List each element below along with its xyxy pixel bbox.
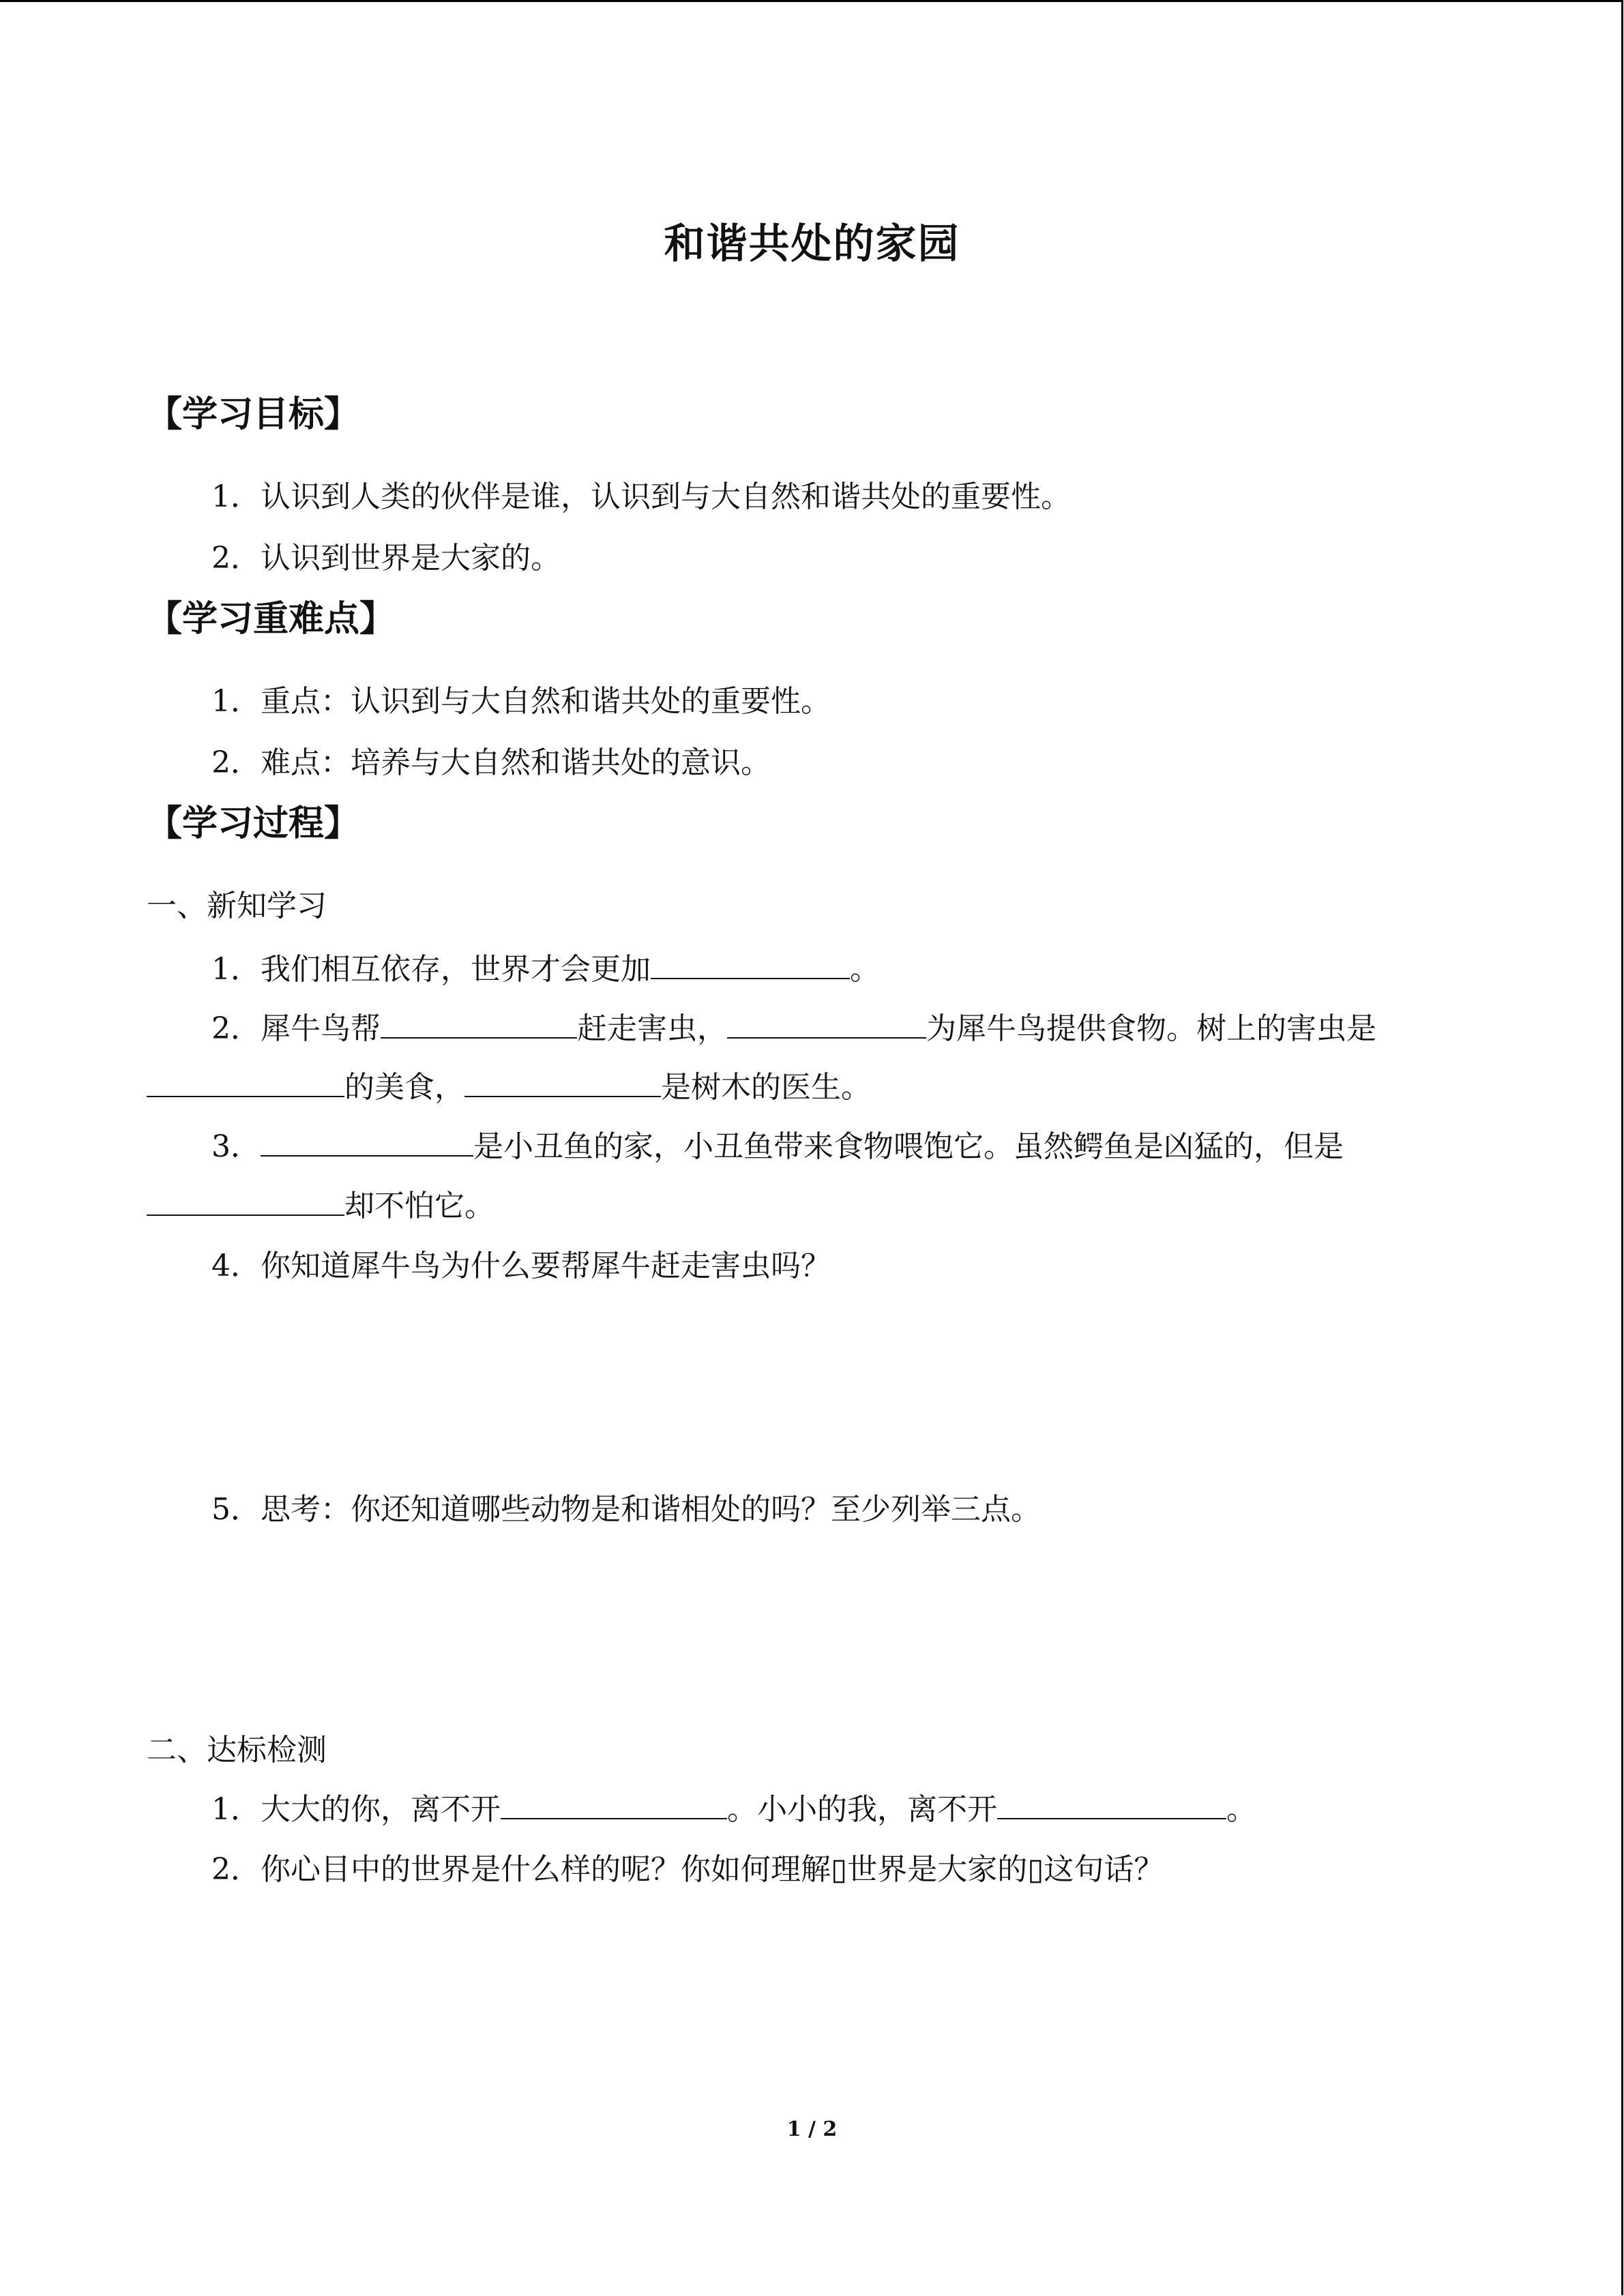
goal-item-1: 1．认识到人类的伙伴是谁，认识到与大自然和谐共处的重要性。 <box>211 479 1071 514</box>
part1-question-3-line1 <box>211 1122 1344 1165</box>
page-number: 1 / 2 <box>786 2117 838 2141</box>
section-key-points-heading: 【学习重难点】 <box>147 599 396 640</box>
answer-blank[interactable] <box>147 1095 344 1097</box>
p2-q1-text-c: 。 <box>1226 1792 1256 1827</box>
q2-text-a: 2．犀牛鸟帮 <box>211 1011 381 1046</box>
answer-blank[interactable] <box>727 1037 926 1039</box>
key-point-item-1: 1．重点：认识到与大自然和谐共处的重要性。 <box>211 684 831 719</box>
answer-blank[interactable] <box>381 1037 577 1039</box>
q3-text-b: 是小丑鱼的家，小丑鱼带来食物喂饱它。虽然鳄鱼是凶猛的，但是 <box>473 1129 1344 1164</box>
part1-question-2-line2 <box>147 1062 871 1106</box>
part2-question-2: 2．你心目中的世界是什么样的呢？你如何理解▯世界是大家的▯这句话？ <box>211 1852 1164 1887</box>
part1-question-5: 5．思考：你还知道哪些动物是和谐相处的吗？至少列举三点。 <box>211 1492 1041 1527</box>
q3-text-c: 却不怕它。 <box>344 1189 494 1223</box>
q1-text-a: 1．我们相互依存，世界才会更加 <box>211 952 651 987</box>
part1-heading: 一、新知学习 <box>147 889 327 923</box>
part2-heading: 二、达标检测 <box>147 1733 327 1768</box>
goal-item-2: 2．认识到世界是大家的。 <box>211 541 561 576</box>
q3-text-a: 3． <box>211 1129 261 1164</box>
answer-blank[interactable] <box>651 977 850 979</box>
key-point-item-2: 2．难点：培养与大自然和谐共处的意识。 <box>211 745 771 780</box>
q2-text-e: 是树木的医生。 <box>661 1070 871 1105</box>
part1-question-4: 4．你知道犀牛鸟为什么要帮犀牛赶走害虫吗？ <box>211 1249 831 1283</box>
part1-question-2-line1 <box>211 1004 1376 1047</box>
q2-text-b: 赶走害虫， <box>577 1011 727 1046</box>
answer-blank[interactable] <box>501 1817 727 1819</box>
answer-blank[interactable] <box>997 1817 1226 1819</box>
q2-text-c: 为犀牛鸟提供食物。树上的害虫是 <box>926 1011 1376 1046</box>
p2-q1-text-a: 1．大大的你，离不开 <box>211 1792 501 1827</box>
page-title: 和谐共处的家园 <box>664 220 960 268</box>
part1-question-3-line2 <box>147 1181 494 1225</box>
section-goals-heading: 【学习目标】 <box>147 394 360 435</box>
q1-text-b: 。 <box>850 952 880 987</box>
answer-blank[interactable] <box>147 1214 344 1216</box>
p2-q1-text-b: 。小小的我，离不开 <box>727 1792 997 1827</box>
part2-question-1 <box>211 1785 1256 1828</box>
part1-question-1 <box>211 944 880 988</box>
answer-blank[interactable] <box>464 1095 661 1097</box>
section-process-heading: 【学习过程】 <box>147 803 360 844</box>
answer-blank[interactable] <box>261 1154 473 1157</box>
q2-text-d: 的美食， <box>344 1070 464 1105</box>
